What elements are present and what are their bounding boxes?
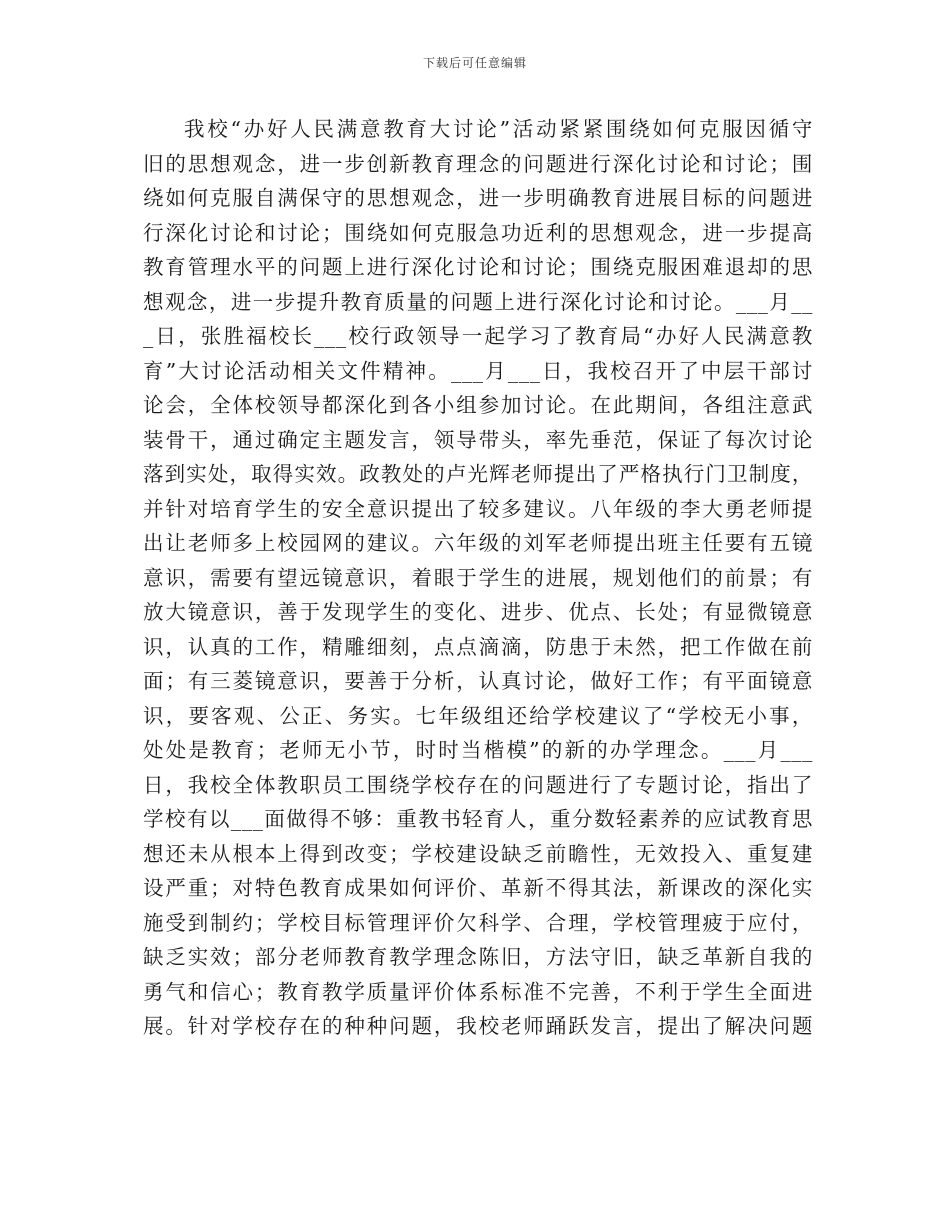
paragraph-line: 展。针对学校存在的种种问题，我校老师踊跃发言，提出了解决问题 — [143, 1014, 813, 1038]
paragraph-line: 设严重；对特色教育成果如何评价、革新不得其法，新课改的深化实 — [143, 876, 813, 900]
paragraph-line: 装骨干，通过确定主题发言，领导带头，率先垂范，保证了每次讨论 — [143, 427, 813, 452]
paragraph-line: 日，我校全体教职员工围绕学校存在的问题进行了专题讨论，指出了 — [143, 772, 813, 797]
paragraph-line: 放大镜意识，善于发现学生的变化、进步、优点、长处；有显微镜意 — [143, 600, 813, 624]
paragraph-line: 识，要客观、公正、务实。七年级组还给学校建议了“学校无小事， — [143, 703, 813, 728]
paragraph-line: 处处是教育；老师无小节，时时当楷模”的新的办学理念。___月___ — [143, 738, 813, 762]
page-header-note: 下载后可任意编辑 — [422, 56, 527, 70]
paragraph-line: 想还未从根本上得到改变；学校建设缺乏前瞻性，无效投入、重复建 — [143, 841, 813, 866]
document-body — [143, 112, 813, 1044]
paragraph-line: 勇气和信心；教育教学质量评价体系标准不完善，不利于学生全面进 — [143, 979, 813, 1004]
paragraph-line: 绕如何克服自满保守的思想观念，进一步明确教育进展目标的问题进 — [143, 186, 813, 210]
paragraph-line: 落到实处，取得实效。政教处的卢光辉老师提出了严格执行门卫制度， — [143, 462, 813, 486]
paragraph-line: 识，认真的工作，精雕细刻，点点滴滴，防患于未然，把工作做在前 — [143, 634, 813, 659]
paragraph-line: 行深化讨论和讨论；围绕如何克服急功近利的思想观念，进一步提高 — [143, 220, 813, 245]
paragraph-line: _日，张胜福校长___校行政领导一起学习了教育局“办好人民满意教 — [143, 324, 813, 348]
paragraph-line: 育”大讨论活动相关文件精神。___月___日，我校召开了中层干部讨 — [143, 358, 813, 383]
paragraph-line: 旧的思想观念，进一步创新教育理念的问题进行深化讨论和讨论；围 — [143, 151, 813, 176]
paragraph-line: 学校有以___面做得不够：重教书轻育人，重分数轻素养的应试教育思 — [143, 807, 813, 831]
paragraph-line: 论会，全体校领导都深化到各小组参加讨论。在此期间，各组注意武 — [143, 393, 813, 417]
paragraph-line: 想观念，进一步提升教育质量的问题上进行深化讨论和讨论。___月__ — [143, 289, 813, 314]
paragraph-line: 施受到制约；学校目标管理评价欠科学、合理，学校管理疲于应付， — [143, 910, 813, 935]
paragraph-line: 我校“办好人民满意教育大讨论”活动紧紧围绕如何克服因循守 — [184, 117, 813, 141]
paragraph-line: 缺乏实效；部分老师教育教学理念陈旧，方法守旧，缺乏革新自我的 — [143, 945, 813, 969]
paragraph-line: 并针对培育学生的安全意识提出了较多建议。八年级的李大勇老师提 — [143, 496, 813, 521]
paragraph-line: 面；有三菱镜意识，要善于分析，认真讨论，做好工作；有平面镜意 — [143, 669, 813, 693]
paragraph-line: 教育管理水平的问题上进行深化讨论和讨论；围绕克服困难退却的思 — [143, 255, 813, 279]
paragraph-line: 出让老师多上校园网的建议。六年级的刘军老师提出班主任要有五镜 — [143, 531, 813, 555]
paragraph-line: 意识，需要有望远镜意识，着眼于学生的进展，规划他们的前景；有 — [143, 565, 813, 590]
